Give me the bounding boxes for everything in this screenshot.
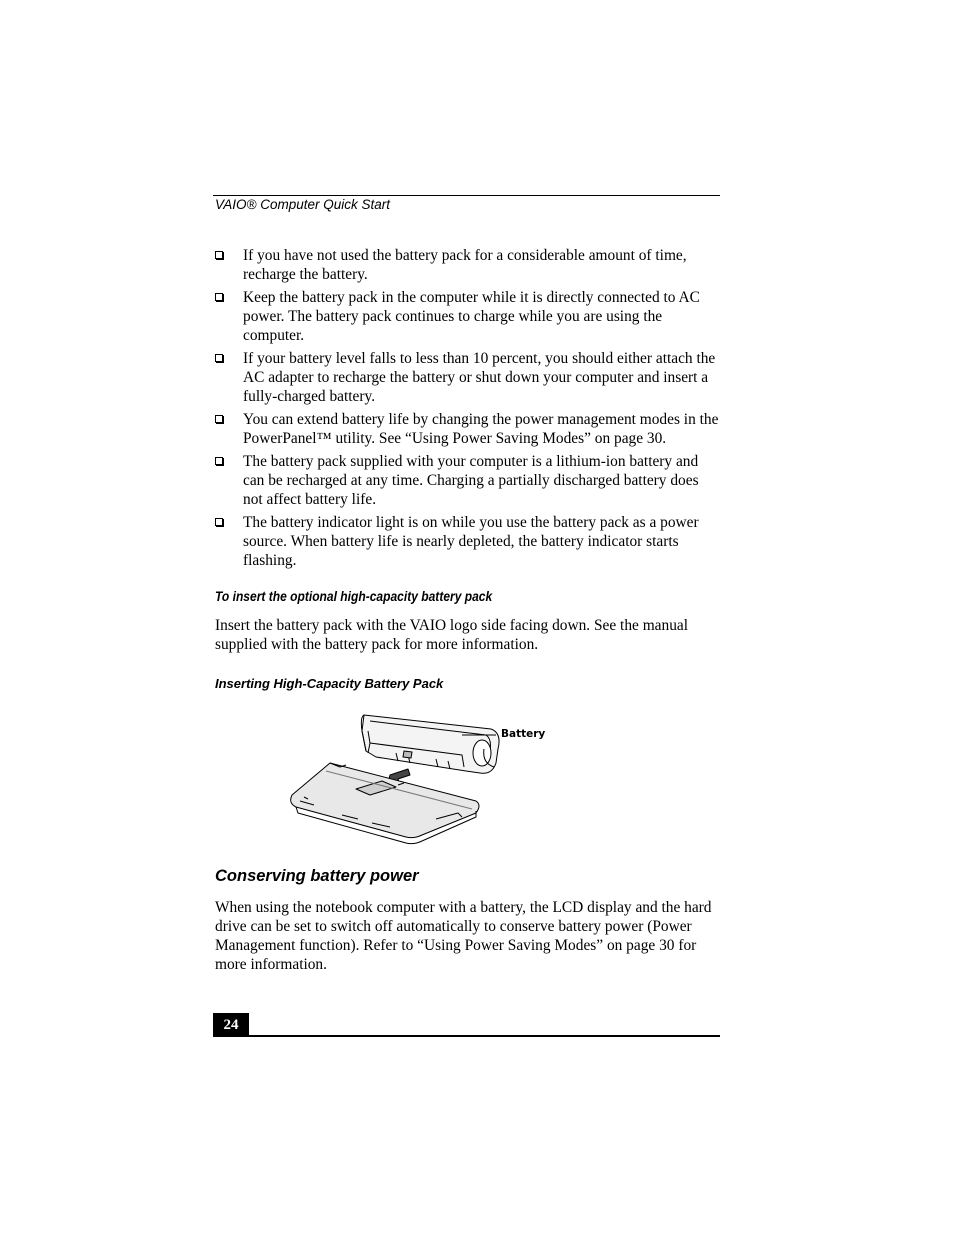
list-item: [215, 246, 721, 284]
battery-callout-label: Battery: [501, 728, 546, 740]
list-item: [215, 513, 721, 570]
list-item: [215, 410, 721, 448]
checkbox-bullet-icon: [215, 457, 223, 465]
list-item-text: If you have not used the battery pack for a considerable amount of time, recharge the battery.: [243, 247, 687, 283]
section-heading: Conserving battery power: [215, 867, 419, 885]
section-text: When using the notebook computer with a battery, the LCD display and the hard drive can be set to switch off automatically to conserve battery power (Power Management function). Refer to “Using Power Saving Modes” on page 30 for more information.: [215, 899, 712, 973]
procedure-heading: To insert the optional high-capacity battery pack: [215, 588, 493, 604]
tips-list: [215, 246, 721, 574]
procedure-text: Insert the battery pack with the VAIO logo side facing down. See the manual supplied with the battery pack for more information.: [215, 617, 688, 653]
checkbox-bullet-icon: [215, 415, 223, 423]
page-number: 24: [213, 1013, 249, 1037]
checkbox-bullet-icon: [215, 293, 223, 301]
list-item: [215, 452, 721, 509]
list-item-text: The battery pack supplied with your computer is a lithium-ion battery and can be recharged at any time. Charging a partially discharged battery does not affect battery life.: [243, 453, 699, 508]
checkbox-bullet-icon: [215, 518, 223, 526]
running-header: VAIO® Computer Quick Start: [215, 197, 391, 212]
list-item: [215, 349, 721, 406]
figure-caption: Inserting High-Capacity Battery Pack: [215, 676, 444, 691]
checkbox-bullet-icon: [215, 251, 223, 259]
list-item-text: You can extend battery life by changing the power management modes in the PowerPanel™ utility. See “Using Power Saving Modes” on page 30.: [243, 411, 719, 447]
list-item-text: The battery indicator light is on while you use the battery pack as a power source. When battery life is nearly depleted, the battery indicator starts flashing.: [243, 514, 699, 569]
list-item-text: If your battery level falls to less than 10 percent, you should either attach the AC adapter to recharge the battery or shut down your computer and insert a fully-charged battery.: [243, 350, 716, 405]
checkbox-bullet-icon: [215, 354, 223, 362]
laptop-underside-drawing: [291, 763, 479, 838]
list-item-text: Keep the battery pack in the computer while it is directly connected to AC power. The battery pack continues to charge while you are using the computer.: [243, 289, 700, 344]
footer-rule: [213, 1035, 720, 1037]
list-item: [215, 288, 721, 345]
header-rule: [213, 195, 720, 196]
battery-insertion-illustration: [286, 705, 501, 845]
